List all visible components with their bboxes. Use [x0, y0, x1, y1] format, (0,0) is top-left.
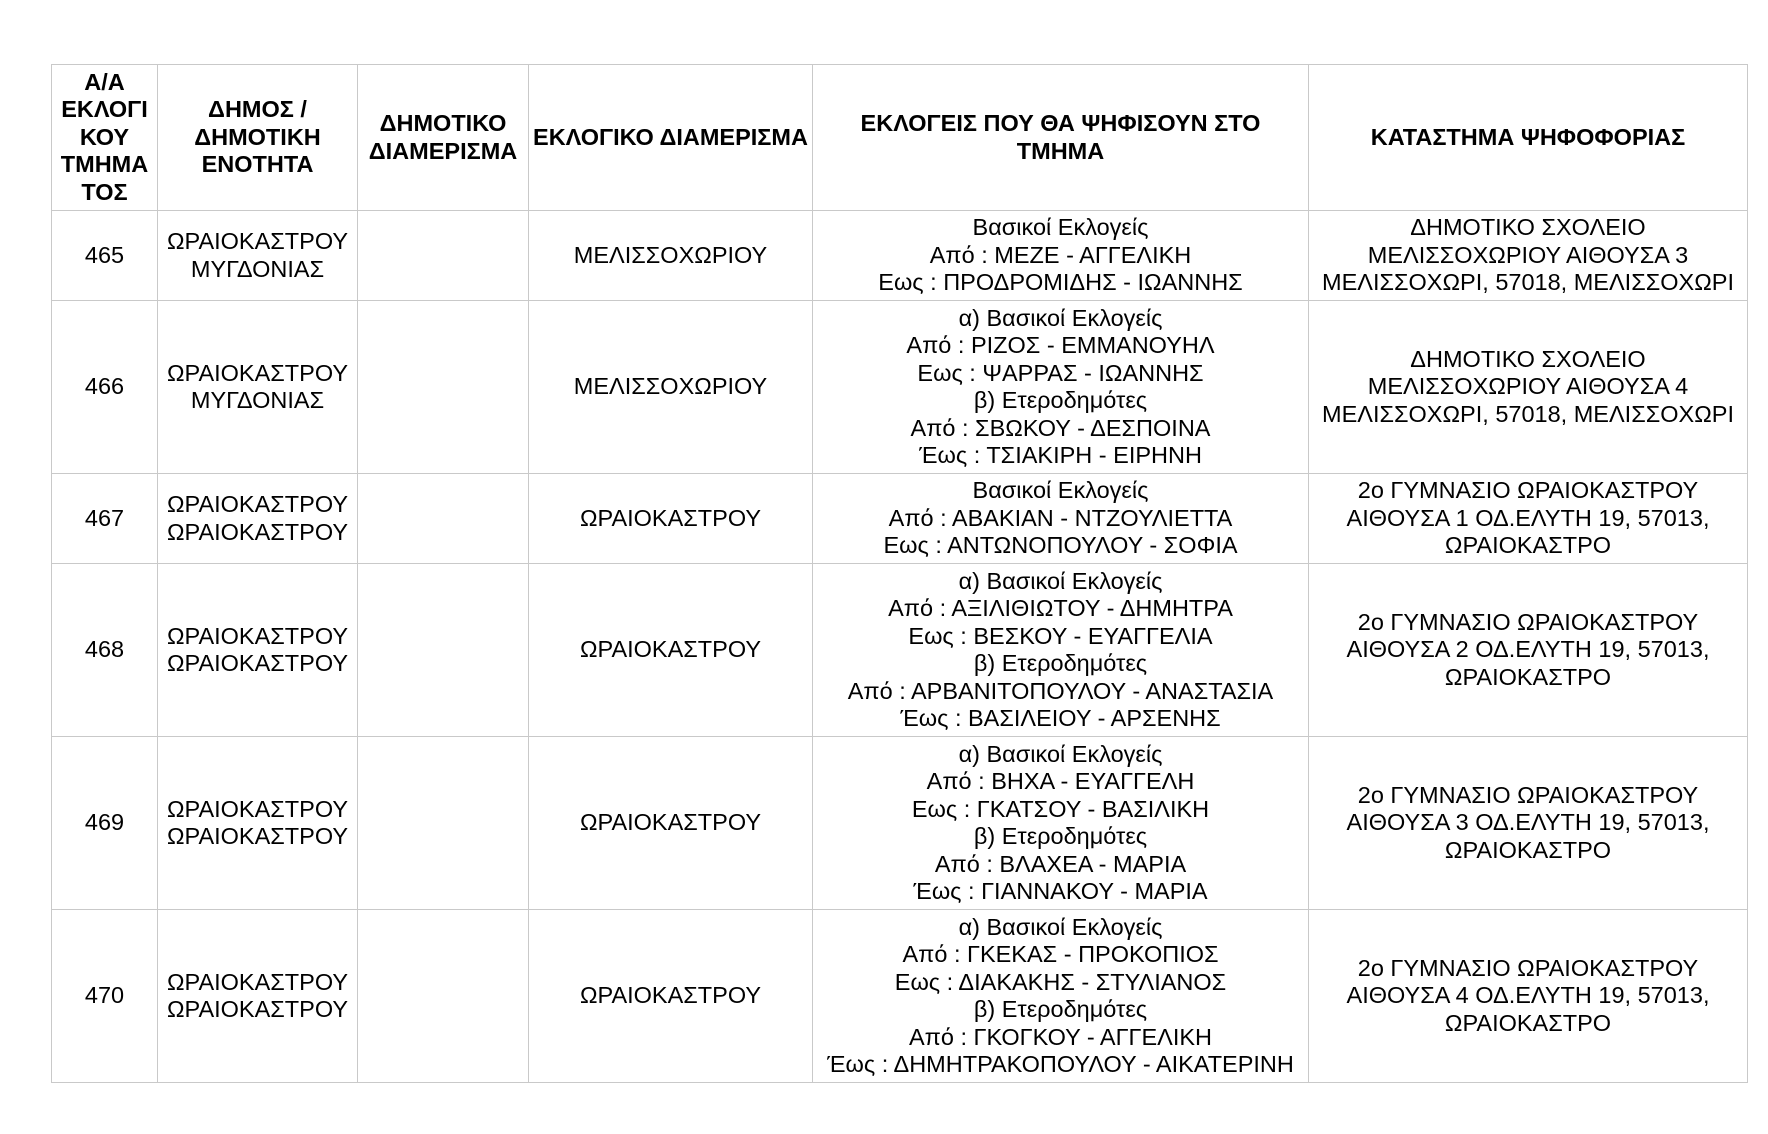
cell-aa [52, 211, 158, 301]
polling-stations-table [51, 64, 1748, 1083]
cell-dimos-line: ΩΡΑΙΟΚΑΣΤΡΟΥ [166, 622, 349, 649]
cell-ekloges-line: Έως : ΔΗΜΗΤΡΑΚΟΠΟΥΛΟΥ - ΑΙΚΑΤΕΡΙΝΗ [827, 1051, 1294, 1077]
cell-ekloges-line: β) Ετεροδημότες [973, 387, 1148, 413]
cell-katastima-line: ΑΙΘΟΥΣΑ 3 ΟΔ.ΕΛΥΤΗ 19, 57013, [1346, 809, 1710, 836]
cell-ekloges-line: Εως : ΔΙΑΚΑΚΗΣ - ΣΤΥΛΙΑΝΟΣ [894, 968, 1227, 995]
cell-ekloges [813, 301, 1309, 474]
cell-ekloges-line: β) Ετεροδημότες [973, 650, 1148, 676]
cell-katastima-line: ΔΗΜΟΤΙΚΟ ΣΧΟΛΕΙΟ [1410, 345, 1646, 372]
cell-dimotiko [358, 737, 529, 910]
cell-ekloges-line: Έως : ΒΑΣΙΛΕΙΟΥ - ΑΡΣΕΝΗΣ [900, 705, 1221, 731]
table-row [52, 474, 1748, 564]
cell-dimos-line: ΩΡΑΙΟΚΑΣΤΡΟΥ [166, 228, 349, 254]
cell-ekloges-line: Έως : ΓΙΑΝΝΑΚΟΥ - ΜΑΡΙΑ [913, 878, 1208, 904]
cell-ekloges-line: Από : ΡΙΖΟΣ - ΕΜΜΑΝΟΥΗΛ [906, 332, 1215, 358]
table-row [52, 301, 1748, 474]
cell-dimos-line: ΜΥΓΔΟΝΙΑΣ [190, 387, 325, 413]
cell-ekloges-line: α) Βασικοί Εκλογείς [958, 304, 1163, 331]
cell-aa-text: 470 [84, 982, 125, 1009]
cell-ekloges-line: Εως : ΒΕΣΚΟΥ - ΕΥΑΓΓΕΛΙΑ [908, 622, 1213, 649]
cell-katastima-line: 2ο ΓΥΜΝΑΣΙΟ ΩΡΑΙΟΚΑΣΤΡΟΥ [1357, 477, 1699, 504]
cell-ekloges-line: Εως : ΠΡΟΔΡΟΜΙΔΗΣ - ΙΩΑΝΝΗΣ [878, 269, 1243, 296]
cell-katastima [1309, 737, 1748, 910]
header-katastima: ΚΑΤΑΣΤΗΜΑ ΨΗΦΟΦΟΡΙΑΣ [1309, 65, 1748, 211]
cell-dimos [158, 737, 358, 910]
cell-ekloges-line: Από : ΑΡΒΑΝΙΤΟΠΟΥΛΟΥ - ΑΝΑΣΤΑΣΙΑ [847, 677, 1274, 704]
cell-dimos-line: ΩΡΑΙΟΚΑΣΤΡΟΥ [166, 518, 349, 545]
cell-eklogiko [529, 564, 813, 737]
cell-aa-text: 465 [84, 241, 125, 268]
cell-aa-text: 469 [84, 809, 125, 836]
cell-dimos [158, 474, 358, 564]
cell-ekloges-line: Βασικοί Εκλογείς [972, 214, 1149, 241]
cell-ekloges-line: α) Βασικοί Εκλογείς [958, 740, 1163, 767]
cell-dimos [158, 211, 358, 301]
table-row [52, 910, 1748, 1083]
cell-katastima-line: 2ο ΓΥΜΝΑΣΙΟ ΩΡΑΙΟΚΑΣΤΡΟΥ [1357, 781, 1699, 808]
cell-dimos-line: ΩΡΑΙΟΚΑΣΤΡΟΥ [166, 491, 349, 517]
cell-ekloges-line: Από : ΜΕΖΕ - ΑΓΓΕΛΙΚΗ [929, 241, 1192, 268]
cell-aa [52, 474, 158, 564]
cell-eklogiko [529, 474, 813, 564]
cell-dimos [158, 564, 358, 737]
cell-eklogiko-text: ΩΡΑΙΟΚΑΣΤΡΟΥ [579, 636, 762, 663]
cell-dimos [158, 301, 358, 474]
cell-katastima-line: ΑΙΘΟΥΣΑ 2 ΟΔ.ΕΛΥΤΗ 19, 57013, [1346, 636, 1710, 663]
cell-ekloges-line: Από : ΓΚΕΚΑΣ - ΠΡΟΚΟΠΙΟΣ [902, 941, 1219, 967]
cell-katastima [1309, 211, 1748, 301]
cell-eklogiko-text: ΩΡΑΙΟΚΑΣΤΡΟΥ [579, 982, 762, 1009]
cell-dimotiko [358, 564, 529, 737]
table-header [52, 65, 1748, 211]
cell-ekloges-line: α) Βασικοί Εκλογείς [958, 567, 1163, 594]
cell-katastima-line: ΜΕΛΙΣΣΟΧΩΡΙΟΥ ΑΙΘΟΥΣΑ 4 [1367, 373, 1689, 400]
cell-eklogiko-text: ΩΡΑΙΟΚΑΣΤΡΟΥ [579, 809, 762, 836]
cell-katastima [1309, 474, 1748, 564]
cell-ekloges-line: Έως : ΤΣΙΑΚΙΡΗ - ΕΙΡΗΝΗ [919, 442, 1202, 468]
cell-ekloges-line: Από : ΒΗΧΑ - ΕΥΑΓΓΕΛΗ [926, 768, 1195, 794]
cell-ekloges-line: Από : ΑΞΙΛΙΘΙΩΤΟΥ - ΔΗΜΗΤΡΑ [888, 595, 1233, 621]
cell-dimotiko [358, 910, 529, 1083]
cell-dimos-line: ΜΥΓΔΟΝΙΑΣ [190, 255, 325, 282]
cell-ekloges-line: β) Ετεροδημότες [973, 996, 1148, 1022]
table-row [52, 737, 1748, 910]
table-row [52, 564, 1748, 737]
cell-ekloges-line: β) Ετεροδημότες [973, 823, 1148, 849]
cell-katastima-line: ΩΡΑΙΟΚΑΣΤΡΟ [1444, 1009, 1612, 1036]
cell-ekloges [813, 737, 1309, 910]
cell-ekloges-line: Εως : ΓΚΑΤΣΟΥ - ΒΑΣΙΛΙΚΗ [911, 795, 1210, 822]
cell-katastima [1309, 564, 1748, 737]
cell-katastima-line: 2ο ΓΥΜΝΑΣΙΟ ΩΡΑΙΟΚΑΣΤΡΟΥ [1357, 608, 1699, 635]
header-dimotiko: ΔΗΜΟΤΙΚΟ ΔΙΑΜΕΡΙΣΜΑ [358, 65, 529, 211]
cell-eklogiko-text: ΜΕΛΙΣΣΟΧΩΡΙΟΥ [573, 241, 768, 268]
cell-ekloges-line: Βασικοί Εκλογείς [972, 477, 1149, 504]
cell-aa [52, 737, 158, 910]
cell-ekloges [813, 564, 1309, 737]
cell-ekloges-line: Από : ΓΚΟΓΚΟΥ - ΑΓΓΕΛΙΚΗ [908, 1023, 1213, 1050]
cell-dimotiko [358, 301, 529, 474]
cell-ekloges-line: Από : ΣΒΩΚΟΥ - ΔΕΣΠΟΙΝΑ [910, 414, 1211, 441]
cell-katastima-line: ΑΙΘΟΥΣΑ 1 ΟΔ.ΕΛΥΤΗ 19, 57013, [1346, 504, 1710, 531]
cell-eklogiko-text: ΩΡΑΙΟΚΑΣΤΡΟΥ [579, 504, 762, 531]
cell-dimos-line: ΩΡΑΙΟΚΑΣΤΡΟΥ [166, 968, 349, 995]
header-row [52, 65, 1748, 211]
cell-ekloges-line: Από : ΑΒΑΚΙΑΝ - ΝΤΖΟΥΛΙΕΤΤΑ [888, 504, 1233, 531]
cell-ekloges-line: Από : ΒΛΑΧΕΑ - ΜΑΡΙΑ [934, 850, 1187, 877]
cell-katastima [1309, 301, 1748, 474]
cell-katastima-line: ΩΡΑΙΟΚΑΣΤΡΟ [1444, 532, 1612, 559]
cell-katastima-line: ΑΙΘΟΥΣΑ 4 ΟΔ.ΕΛΥΤΗ 19, 57013, [1346, 982, 1710, 1009]
cell-dimos-line: ΩΡΑΙΟΚΑΣΤΡΟΥ [166, 996, 349, 1022]
cell-dimos-line: ΩΡΑΙΟΚΑΣΤΡΟΥ [166, 359, 349, 386]
cell-katastima-line: ΩΡΑΙΟΚΑΣΤΡΟ [1444, 663, 1612, 690]
cell-katastima-line: ΜΕΛΙΣΣΟΧΩΡΙ, 57018, ΜΕΛΙΣΣΟΧΩΡΙ [1322, 269, 1734, 296]
cell-aa-text: 468 [84, 636, 125, 663]
cell-ekloges-line: α) Βασικοί Εκλογείς [958, 913, 1163, 940]
cell-dimos-line: ΩΡΑΙΟΚΑΣΤΡΟΥ [166, 823, 349, 849]
cell-katastima-line: ΔΗΜΟΤΙΚΟ ΣΧΟΛΕΙΟ [1410, 214, 1646, 241]
cell-ekloges [813, 211, 1309, 301]
cell-aa [52, 301, 158, 474]
header-dimos: ΔΗΜΟΣ / ΔΗΜΟΤΙΚΗ ΕΝΟΤΗΤΑ [158, 65, 358, 211]
cell-aa [52, 564, 158, 737]
cell-dimotiko [358, 211, 529, 301]
table-body [52, 211, 1748, 1083]
table-row [52, 211, 1748, 301]
cell-ekloges-line: Εως : ΑΝΤΩΝΟΠΟΥΛΟΥ - ΣΟΦΙΑ [883, 532, 1238, 559]
cell-eklogiko [529, 211, 813, 301]
cell-ekloges-line: Εως : ΨΑΡΡΑΣ - ΙΩΑΝΝΗΣ [917, 359, 1204, 386]
cell-katastima-line: ΩΡΑΙΟΚΑΣΤΡΟ [1444, 836, 1612, 863]
header-ekloges: ΕΚΛΟΓΕΙΣ ΠΟΥ ΘΑ ΨΗΦΙΣΟΥΝ ΣΤΟ ΤΜΗΜΑ [813, 65, 1309, 211]
cell-katastima-line: ΜΕΛΙΣΣΟΧΩΡΙΟΥ ΑΙΘΟΥΣΑ 3 [1367, 241, 1689, 268]
cell-dimos-line: ΩΡΑΙΟΚΑΣΤΡΟΥ [166, 650, 349, 676]
cell-eklogiko [529, 301, 813, 474]
cell-ekloges [813, 910, 1309, 1083]
cell-dimos-line: ΩΡΑΙΟΚΑΣΤΡΟΥ [166, 795, 349, 822]
cell-aa-text: 467 [84, 504, 125, 531]
cell-dimotiko [358, 474, 529, 564]
cell-katastima-line: ΜΕΛΙΣΣΟΧΩΡΙ, 57018, ΜΕΛΙΣΣΟΧΩΡΙ [1322, 400, 1734, 427]
cell-katastima-line: 2ο ΓΥΜΝΑΣΙΟ ΩΡΑΙΟΚΑΣΤΡΟΥ [1357, 954, 1699, 981]
cell-dimos [158, 910, 358, 1083]
cell-katastima [1309, 910, 1748, 1083]
cell-eklogiko-text: ΜΕΛΙΣΣΟΧΩΡΙΟΥ [573, 373, 768, 400]
cell-aa-text: 466 [84, 373, 125, 400]
cell-ekloges [813, 474, 1309, 564]
cell-aa [52, 910, 158, 1083]
header-eklogiko: ΕΚΛΟΓΙΚΟ ΔΙΑΜΕΡΙΣΜΑ [529, 65, 813, 211]
header-aa: Α/Α ΕΚΛΟΓΙ ΚΟΥ ΤΜΗΜΑ ΤΟΣ [52, 65, 158, 211]
cell-eklogiko [529, 737, 813, 910]
cell-eklogiko [529, 910, 813, 1083]
